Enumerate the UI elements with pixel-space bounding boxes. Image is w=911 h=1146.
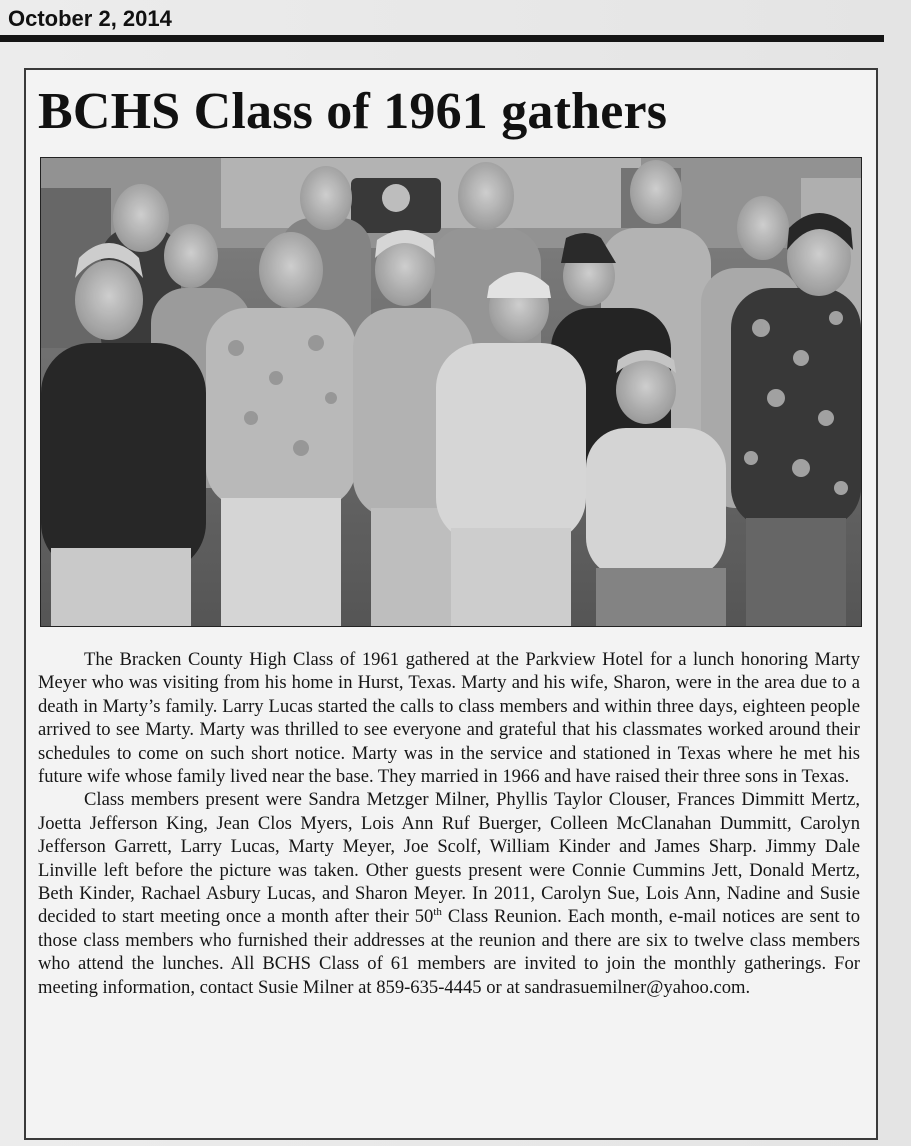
headline: BCHS Class of 1961 gathers [38, 83, 668, 140]
article-body [38, 648, 860, 999]
group-photo [40, 157, 862, 627]
article-paragraph-2: Class members present were Sandra Metzger Milner, Phyllis Taylor Clouser, Frances Dimmitt Mertz, Joetta Jefferson King, Jean Clos Myers, Lois Ann Ruf Buerger, Colleen McClanahan Dummitt, Carolyn Jefferson Garrett, Larry Lucas, Marty Meyer, Joe Scolf, William Kinder and James Sharp. Jimmy Dale Linville left before the picture was taken. Other guests present were Connie Cummins Jett, Donald Mertz, Beth Kinder, Rachael Asbury Lucas, and Sharon Meyer. In 2011, Carolyn Sue, Lois Ann, Nadine and Susie decided to start meeting once a month after their 50th Class Reunion. Each month, e-mail notices are sent to those class members who furnished their addresses at the reunion and there are six to twelve class members who attend the lunches. All BCHS Class of 61 members are invited to join the monthly gatherings. For meeting information, contact Susie Milner at 859-635-4445 or at sandrasuemilner@yahoo.com. [38, 789, 860, 998]
article-paragraph-1: The Bracken County High Class of 1961 gathered at the Parkview Hotel for a lunch honoring Marty Meyer who was visiting from his home in Hurst, Texas. Marty and his wife, Sharon, were in the area due to a death in Marty’s family. Larry Lucas started the calls to class members and within three days, eighteen people arrived to see Marty. Marty was thrilled to see everyone and grateful that his classmates worked around their schedules to come on such short notice. Marty was in the service and stationed in Texas where he met his future wife whose family lived near the base. They married in 1966 and have raised their three sons in Texas. [38, 649, 860, 788]
issue-date: October 2, 2014 [8, 6, 172, 31]
header-rule [0, 35, 884, 42]
